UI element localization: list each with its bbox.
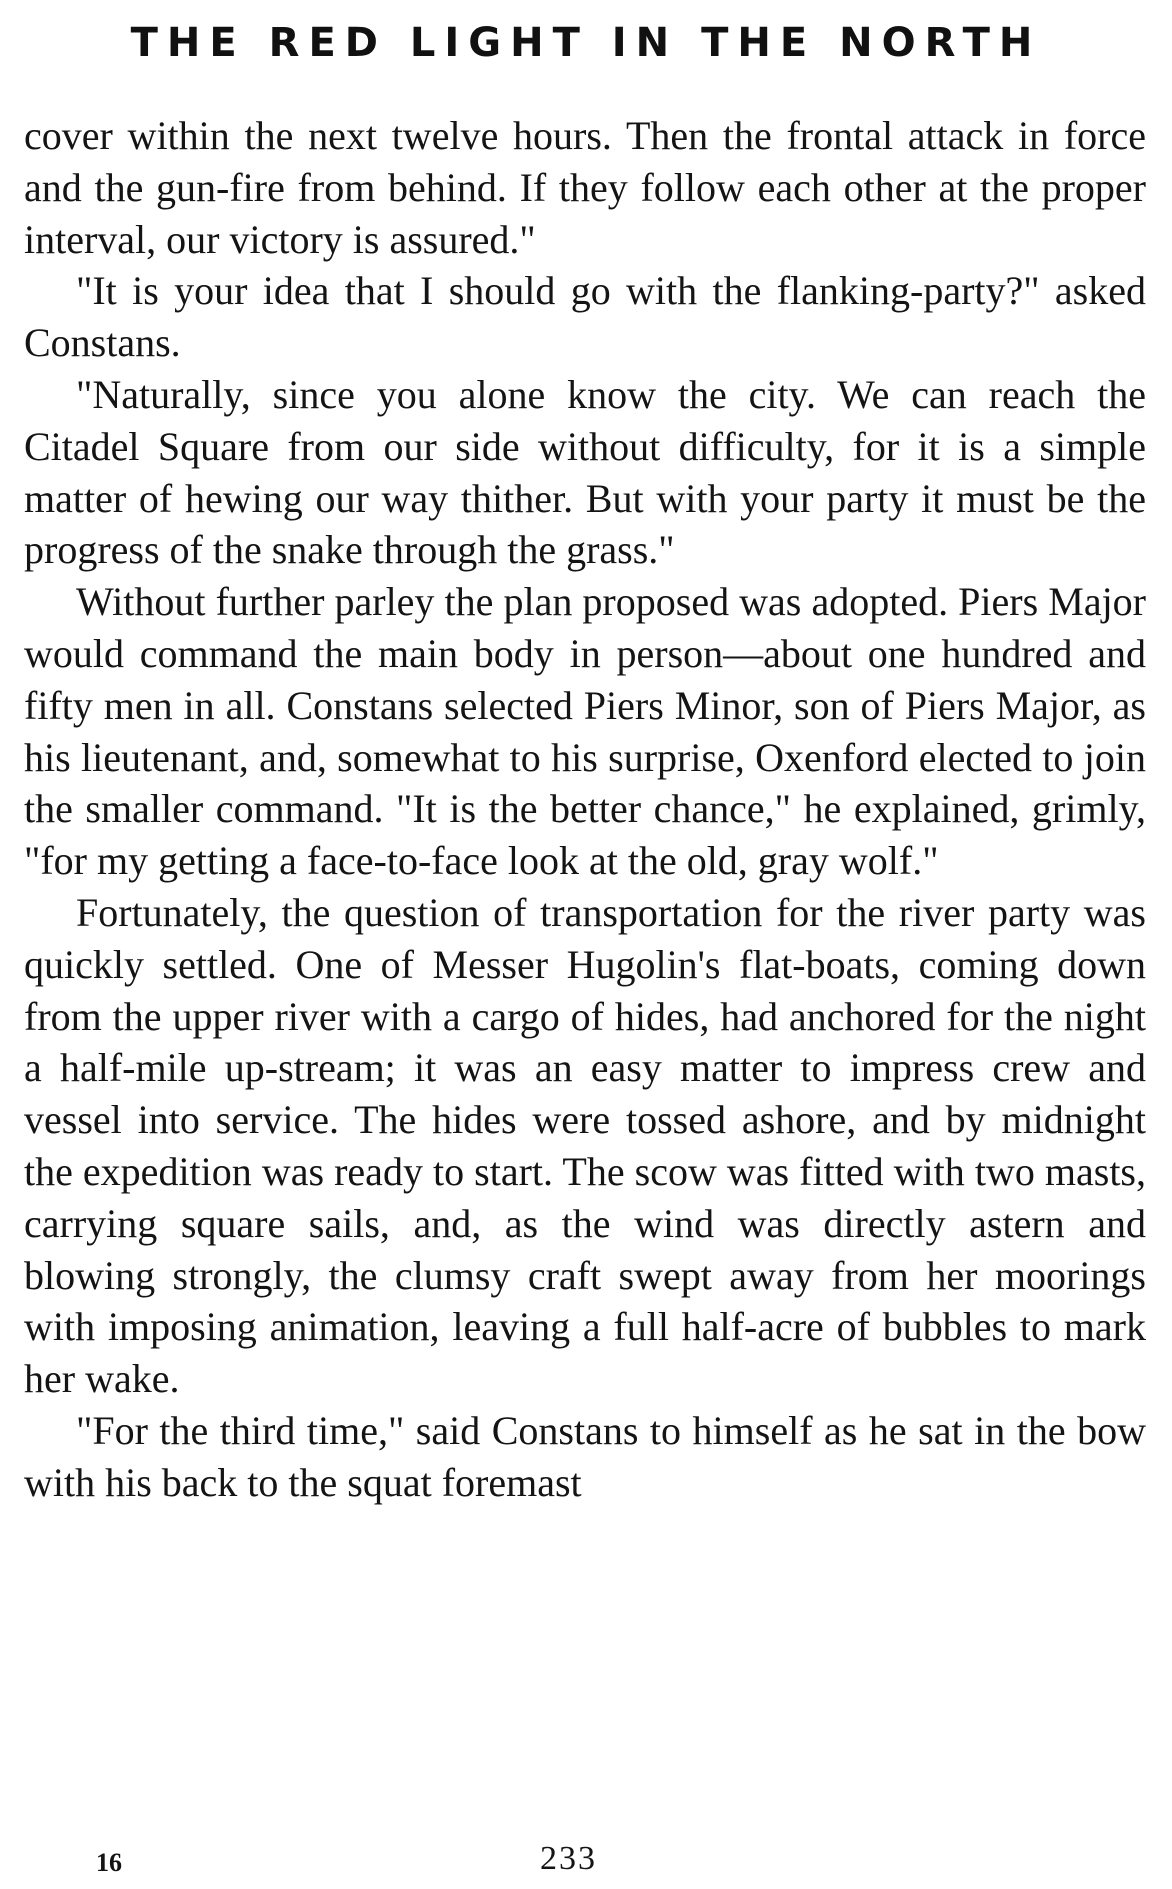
- running-head: THE RED LIGHT IN THE NORTH: [130, 20, 1042, 66]
- body-text: [24, 110, 1146, 1509]
- paragraph-transportation: Fortunately, the question of transportation for the river party was quickly settled. One of Messer Hugolin's flat-boats, coming down from the upper river with a cargo of hides, had anchored for the night a half-mile up-stream; it was an easy matter to impress crew and vessel into service. The hides were tossed ashore, and by midnight the expedition was ready to start. The scow was fitted with two masts, carrying square sails, and, as the wind was directly astern and blowing strongly, the clumsy craft swept away from her moorings with imposing animation, leaving a full half-acre of bubbles to mark her wake.: [24, 889, 1146, 1402]
- paragraph-third-time: "For the third time," said Constans to himself as he sat in the bow with his back to the squat foremast: [24, 1407, 1146, 1505]
- paragraph-plan-adopted: Without further parley the plan proposed was adopted. Piers Major would command the main body in person—about one hundred and fifty men in all. Constans selected Piers Minor, son of Piers Major, as his lieutenant, and, somewhat to his surprise, Oxenford elected to join the smaller command. "It is the better chance," he explained, grimly, "for my getting a face-to-face look at the old, gray wolf.": [24, 579, 1146, 884]
- paragraph-flanking-party: "It is your idea that I should go with the flanking-party?" asked Constans.: [24, 268, 1146, 366]
- paragraph-continuation: cover within the next twelve hours. Then the frontal attack in force and the gun-fire from behind. If they follow each other at the proper interval, our victory is assured.": [24, 113, 1146, 262]
- paragraph-naturally: "Naturally, since you alone know the city. We can reach the Citadel Square from our side without difficulty, for it is a simple matter of hewing our way thither. But with your party it must be the progress of the snake through the grass.": [24, 371, 1146, 573]
- page-number: 233: [540, 1840, 597, 1877]
- signature-mark: 16: [96, 1848, 122, 1877]
